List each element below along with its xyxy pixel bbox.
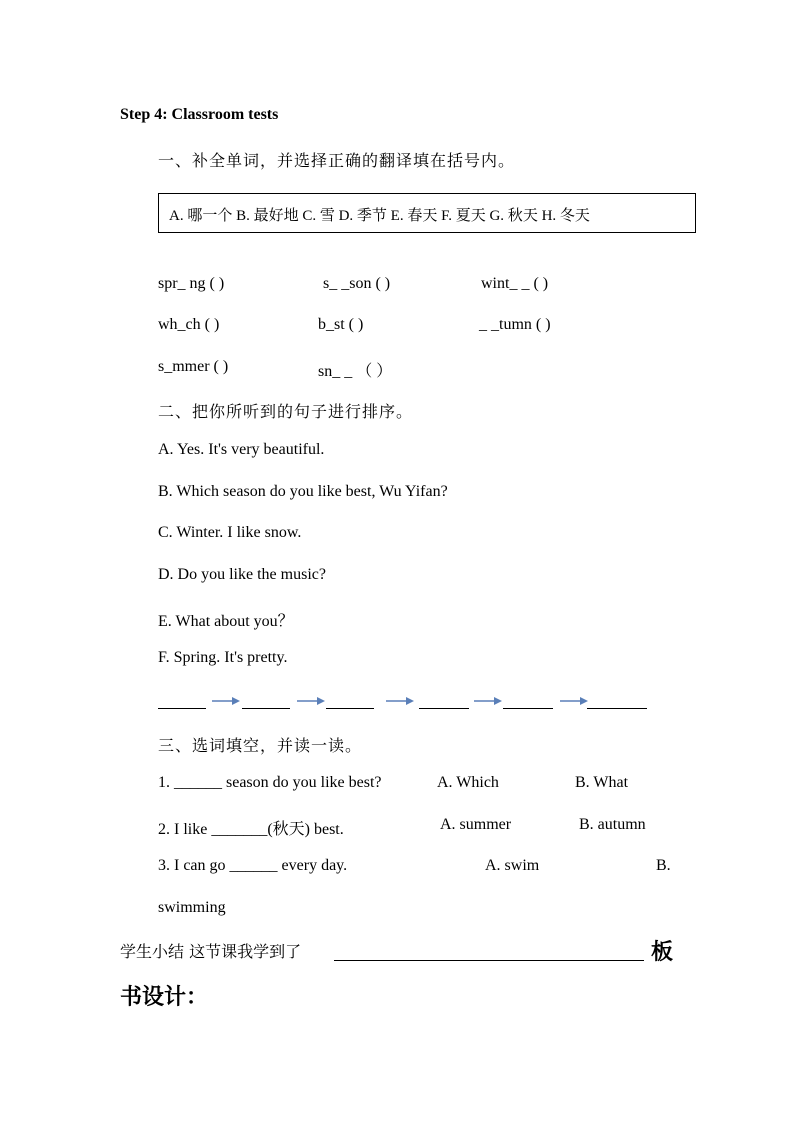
arrow-right-icon <box>297 696 325 706</box>
arrow-right-icon <box>386 696 414 706</box>
order-blanks <box>158 694 658 714</box>
q1-option-a: A. Which <box>437 774 499 791</box>
sentence-d: D. Do you like the music? <box>158 566 326 583</box>
summary-blank[interactable] <box>334 960 644 961</box>
order-blank-3[interactable] <box>326 694 374 709</box>
options-box <box>158 193 696 233</box>
q2-option-b: B. autumn <box>579 816 646 833</box>
q2-option-a: A. summer <box>440 816 512 833</box>
section2-title: 二、把你所听到的句子进行排序。 <box>158 402 414 421</box>
word-item: spr_ ng ( ) <box>158 275 225 292</box>
section3-title: 三、选词填空，并读一读。 <box>158 736 363 755</box>
order-blank-5[interactable] <box>503 694 553 709</box>
arrow-right-icon <box>474 696 502 706</box>
word-item: wh_ch ( ) <box>158 316 220 333</box>
sentence-a: A. Yes. It's very beautiful. <box>158 441 325 458</box>
order-blank-6[interactable] <box>587 694 647 709</box>
question-3: 3. I can go ______ every day. <box>158 857 348 874</box>
q1-option-b: B. What <box>575 774 629 791</box>
sentence-f: F. Spring. It's pretty. <box>158 649 288 666</box>
order-blank-4[interactable] <box>419 694 469 709</box>
section1-title: 一、补全单词，并选择正确的翻译填在括号内。 <box>158 151 516 170</box>
arrow-right-icon <box>560 696 588 706</box>
student-summary-label: 学生小结 这节课我学到了 <box>120 942 302 961</box>
question-1: 1. ______ season do you like best? <box>158 774 382 791</box>
board-design-heading-part2: 书设计： <box>120 985 209 1010</box>
word-item: wint_ _ ( ) <box>481 275 549 292</box>
order-blank-2[interactable] <box>242 694 290 709</box>
word-item: s_mmer ( ) <box>158 358 229 375</box>
q3-option-b: B. <box>656 857 671 874</box>
sentence-c: C. Winter. I like snow. <box>158 524 302 541</box>
sentence-e: E. What about you？ <box>158 613 294 630</box>
board-design-heading-part1: 板 <box>651 940 674 965</box>
question-2: 2. I like _______(秋天) best. <box>158 821 344 838</box>
q3-option-b-continued: swimming <box>158 899 226 916</box>
word-item: _ _tumn ( ) <box>479 316 551 333</box>
q3-option-a: A. swim <box>485 857 540 874</box>
word-item: s_ _son ( ) <box>323 275 391 292</box>
arrow-right-icon <box>212 696 240 706</box>
order-blank-1[interactable] <box>158 694 206 709</box>
word-item: b_st ( ) <box>318 316 364 333</box>
sentence-b: B. Which season do you like best, Wu Yifan? <box>158 483 448 500</box>
options-text: A. 哪一个 B. 最好地 C. 雪 D. 季节 E. 春天 F. 夏天 G. 秋天 H. 冬天 <box>169 208 590 224</box>
word-item: sn_ _ （ ） <box>318 363 393 380</box>
page-heading: Step 4: Classroom tests <box>120 106 279 123</box>
